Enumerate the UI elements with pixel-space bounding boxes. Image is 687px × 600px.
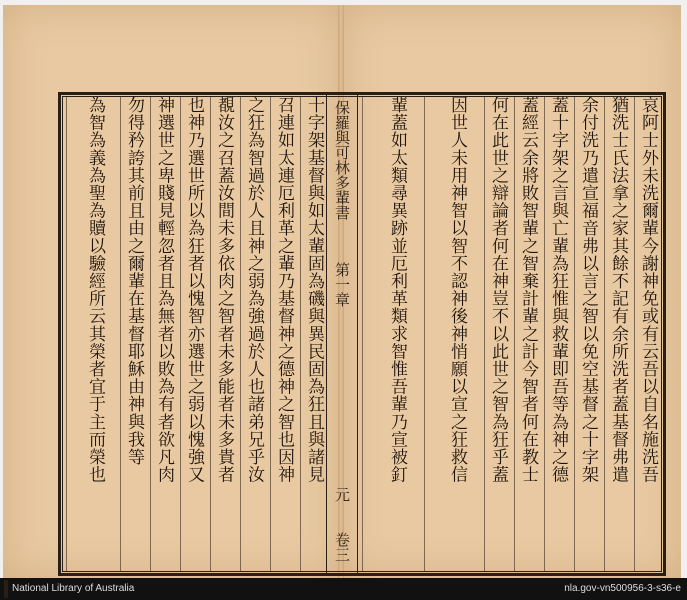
text-column: 余付洗乃遣宣福音弗以言之智以免空基督之十字架 xyxy=(574,96,601,572)
text-column: 召連如太連厄利革之輩乃基督神之德神之智也因神 xyxy=(270,96,297,572)
text-column: 覩汝之召蓋汝間未多依肉之智者未多能者未多貴者 xyxy=(210,96,237,572)
text-column: 勿得矜誇其前且由之爾輩在基督耶穌由神與我等 xyxy=(120,96,147,572)
footer-source: National Library of Australia xyxy=(12,583,135,594)
text-column: 為智為義為聖為贖以驗經所云其榮者宜于主而榮也 xyxy=(66,96,117,572)
text-column: 因世人未用神智以智不認神後神悄願以宣之狂救信 xyxy=(424,96,481,572)
text-column: 之狂為智過於人且神之弱為強過於人也諸弟兄乎汝 xyxy=(240,96,267,572)
page-number: 元 xyxy=(333,487,351,502)
text-column: 輩蓋如太類尋異跡並厄利革類求智惟吾輩乃宣被釘 xyxy=(362,96,421,572)
text-column: 也神乃選世所以為狂者以愧智亦選世之弱以愧強又 xyxy=(180,96,207,572)
text-column: 蓋經云余將敗智輩之智棄計輩之計今智者何在教士 xyxy=(514,96,541,572)
text-column: 神選世之卑賤見輕忽者且為無者以敗為有者欲凡肉 xyxy=(150,96,177,572)
text-column: 何在此世之辯論者何在神豈不以此世之智為狂乎蓋 xyxy=(484,96,511,572)
text-column: 猶洗士氏法拿之家其餘不記有余所洗者蓋基督弗遣 xyxy=(604,96,631,572)
center-column xyxy=(326,92,358,576)
book-title: 保羅與可林多輩書 xyxy=(333,100,351,220)
footer-identifier: nla.gov-vn500956-3-s36-e xyxy=(564,583,681,594)
text-column: 哀阿士外未洗爾輩今謝神免或有云吾以自名施洗吾 xyxy=(634,96,661,572)
text-column: 蓋十字架之言與亡輩為狂惟與救輩即吾等為神之德 xyxy=(544,96,571,572)
volume-label: 卷三 xyxy=(333,532,351,562)
chapter-label: 第一章 xyxy=(333,262,351,307)
footer-marker xyxy=(4,580,8,598)
text-column: 十字架基督與如太輩固為磯與異民固為狂且與諸見 xyxy=(300,96,327,572)
footer-bar xyxy=(0,578,687,600)
